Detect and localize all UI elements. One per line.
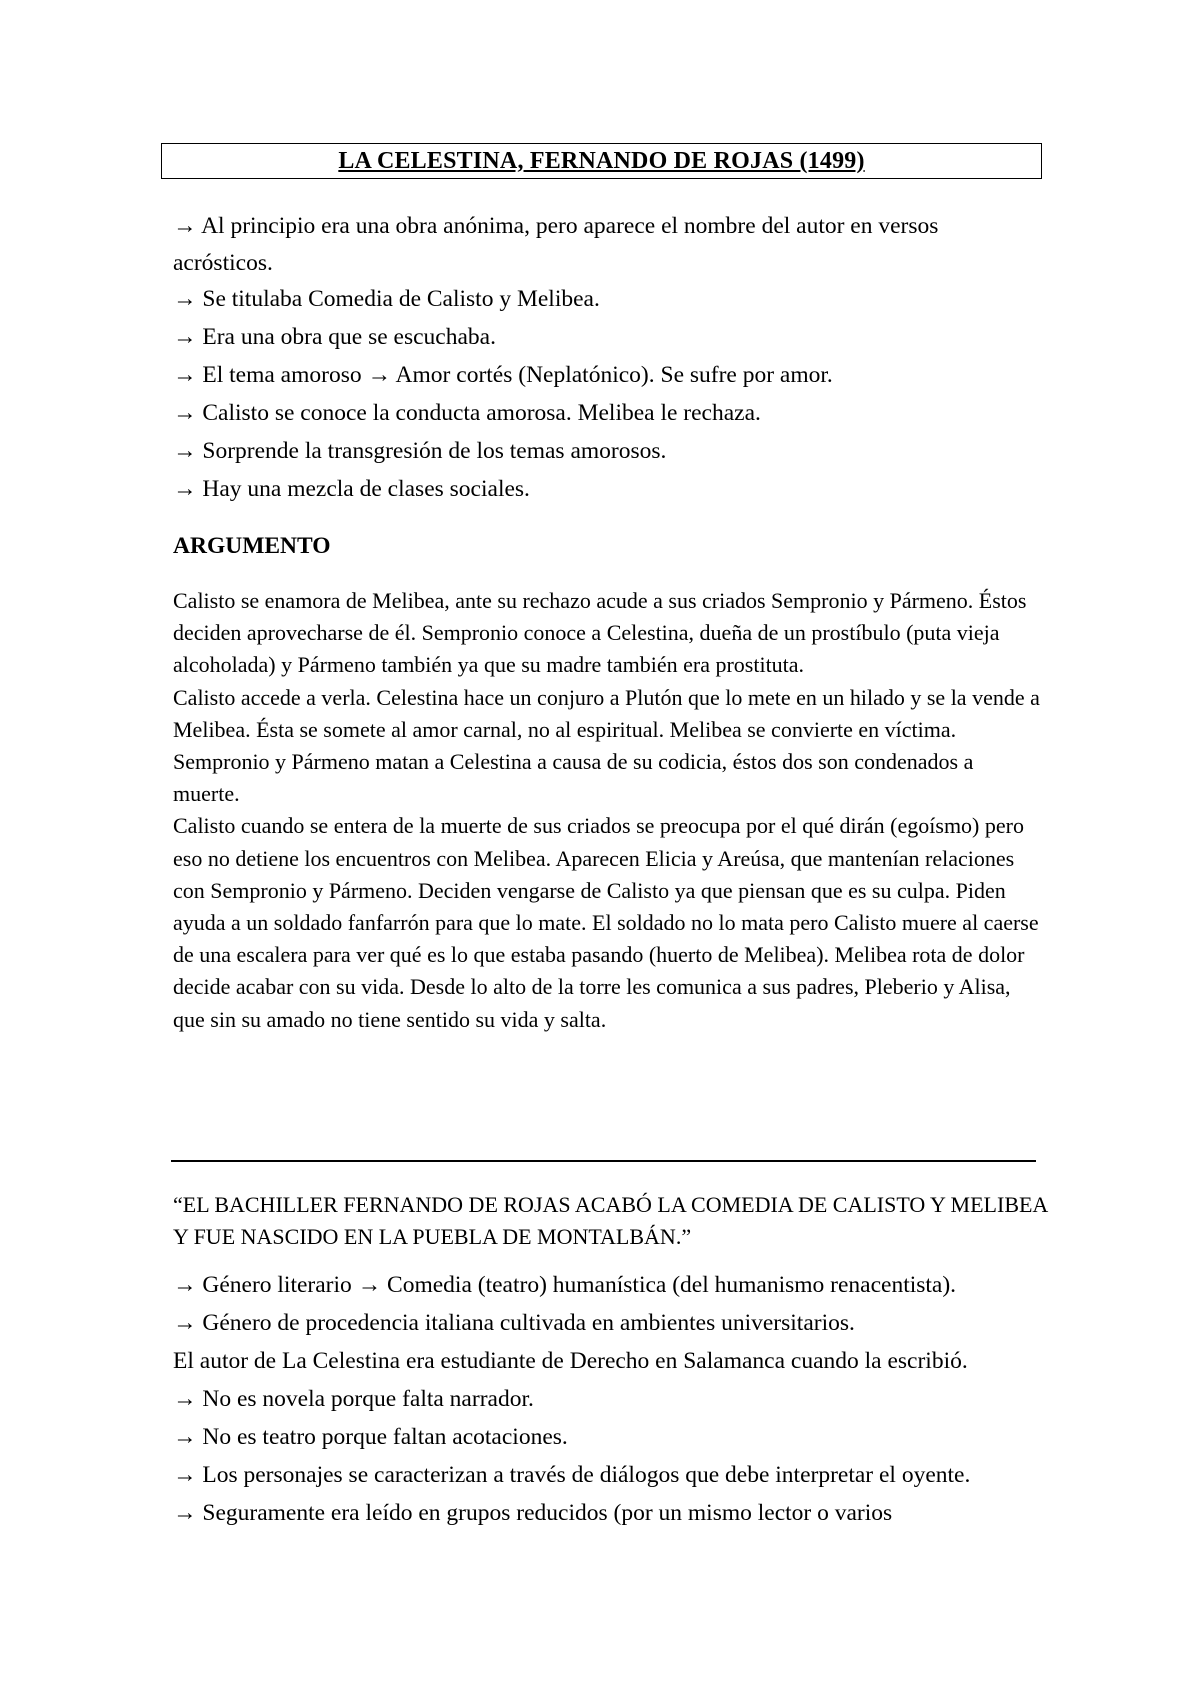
list-item: El autor de La Celestina era estudiante de Derecho en Salamanca cuando la escribió. bbox=[173, 1348, 968, 1374]
argument-heading: ARGUMENTO bbox=[173, 533, 331, 559]
argument-paragraph: Calisto se enamora de Melibea, ante su rechazo acude a sus criados Sempronio y Pármeno. Éstos deciden aprovecharse de él. Sempronio conoce a Celestina, dueña de un prostíbulo (puta vieja alcoholada) y Pármeno también ya que su madre también era prostituta. bbox=[173, 588, 1027, 678]
argument-paragraph: Sempronio y Pármeno matan a Celestina a causa de su codicia, éstos dos son condenados a muerte. bbox=[173, 749, 974, 807]
list-item: → Los personajes se caracterizan a través de diálogos que debe interpretar el oyente. bbox=[173, 1462, 971, 1488]
list-item: → No es novela porque falta narrador. bbox=[173, 1386, 534, 1412]
list-item: → El tema amoroso → Amor cortés (Neplatónico). Se sufre por amor. bbox=[173, 362, 833, 388]
intro-list bbox=[173, 208, 1033, 512]
document-title: LA CELESTINA, FERNANDO DE ROJAS (1499) bbox=[338, 147, 865, 174]
list-item: → Calisto se conoce la conducta amorosa. Melibea le rechaza. bbox=[173, 400, 761, 426]
title-box bbox=[161, 143, 1042, 179]
list-item: → Al principio era una obra anónima, pero aparece el nombre del autor en versos acrósticos. bbox=[173, 213, 939, 276]
list-item: → Género literario → Comedia (teatro) humanística (del humanismo renacentista). bbox=[173, 1272, 957, 1298]
list-item: → Sorprende la transgresión de los temas amorosos. bbox=[173, 438, 667, 464]
list-item: → Hay una mezcla de clases sociales. bbox=[173, 476, 530, 502]
argument-text bbox=[173, 585, 1043, 1036]
genre-list bbox=[173, 1270, 1033, 1536]
list-item: → Seguramente era leído en grupos reducidos (por un mismo lector o varios bbox=[173, 1500, 893, 1526]
acrostic-quote: “EL BACHILLER FERNANDO DE ROJAS ACABÓ LA COMEDIA DE CALISTO Y MELIBEA Y FUE NASCIDO EN LA PUEBLA DE MONTALBÁN.” bbox=[173, 1192, 1048, 1249]
list-item: → Género de procedencia italiana cultivada en ambientes universitarios. bbox=[173, 1310, 855, 1336]
section-divider bbox=[171, 1160, 1036, 1162]
list-item: → No es teatro porque faltan acotaciones. bbox=[173, 1424, 568, 1450]
list-item: → Se titulaba Comedia de Calisto y Melibea. bbox=[173, 286, 600, 312]
argument-paragraph: Calisto accede a verla. Celestina hace un conjuro a Plutón que lo mete en un hilado y se la vende a Melibea. Ésta se somete al amor carnal, no al espiritual. Melibea se convierte en víctima. bbox=[173, 684, 1040, 742]
list-item: → Era una obra que se escuchaba. bbox=[173, 324, 496, 350]
argument-paragraph: Calisto cuando se entera de la muerte de sus criados se preocupa por el qué dirán (egoísmo) pero eso no detiene los encuentros con Melibea. Aparecen Elicia y Areúsa, que mantenían relaciones con Sempronio y Pármeno. Deciden vengarse de Calisto ya que piensan que es su culpa. Piden ayuda a un soldado fanfarrón para que lo mate. El soldado no lo mata pero Calisto muere al caerse de una escalera para ver qué es lo que estaba pasando (huerto de Melibea). Melibea rota de dolor decide acabar con su vida. Desde lo alto de la torre les comunica a sus padres, Pleberio y Alisa, que sin su amado no tiene sentido su vida y salta. bbox=[173, 813, 1039, 1032]
